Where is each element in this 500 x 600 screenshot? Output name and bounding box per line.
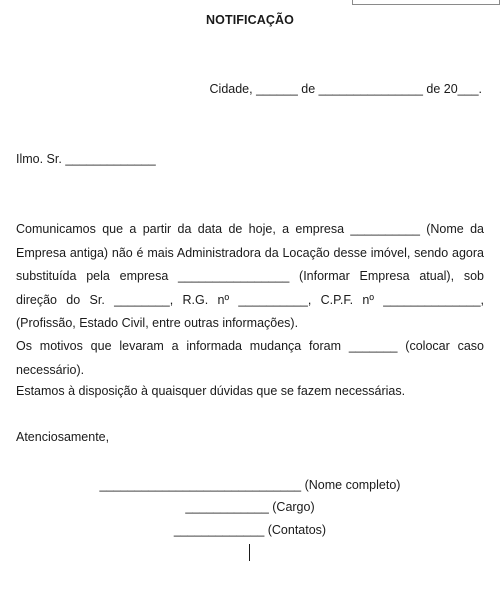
addressee-line: Ilmo. Sr. _____________ [16,152,156,166]
signature-name-line: _____________________________ (Nome completo) [99,478,401,492]
paragraph-reasons: Os motivos que levaram a informada mudança foram _______ (colocar caso necessário). [16,339,484,377]
closing-salutation: Atenciosamente, [16,430,110,444]
paragraph-availability: Estamos à disposição à quaisquer dúvidas que se fazem necessárias. [16,384,406,398]
signature-role-line: ____________ (Cargo) [185,500,315,514]
corner-frame [352,0,500,5]
date-line: Cidade, ______ de _______________ de 20___. [209,82,482,96]
document-title: NOTIFICAÇÃO [206,13,294,27]
signature-contact-line: _____________ (Contatos) [173,523,327,537]
text-cursor[interactable] [249,544,250,561]
paragraph-company-change: Comunicamos que a partir da data de hoje, a empresa __________ (Nome da Empresa antiga) não é mais Administradora da Locação desse imóvel, sendo agora substituída pela empresa ________________ (Informar Empresa atual), sob direção do Sr. ________, R.G. nº __________, C.P.F. nº ______________, (Profissão, Estado Civil, entre outras informações). [16,222,484,331]
